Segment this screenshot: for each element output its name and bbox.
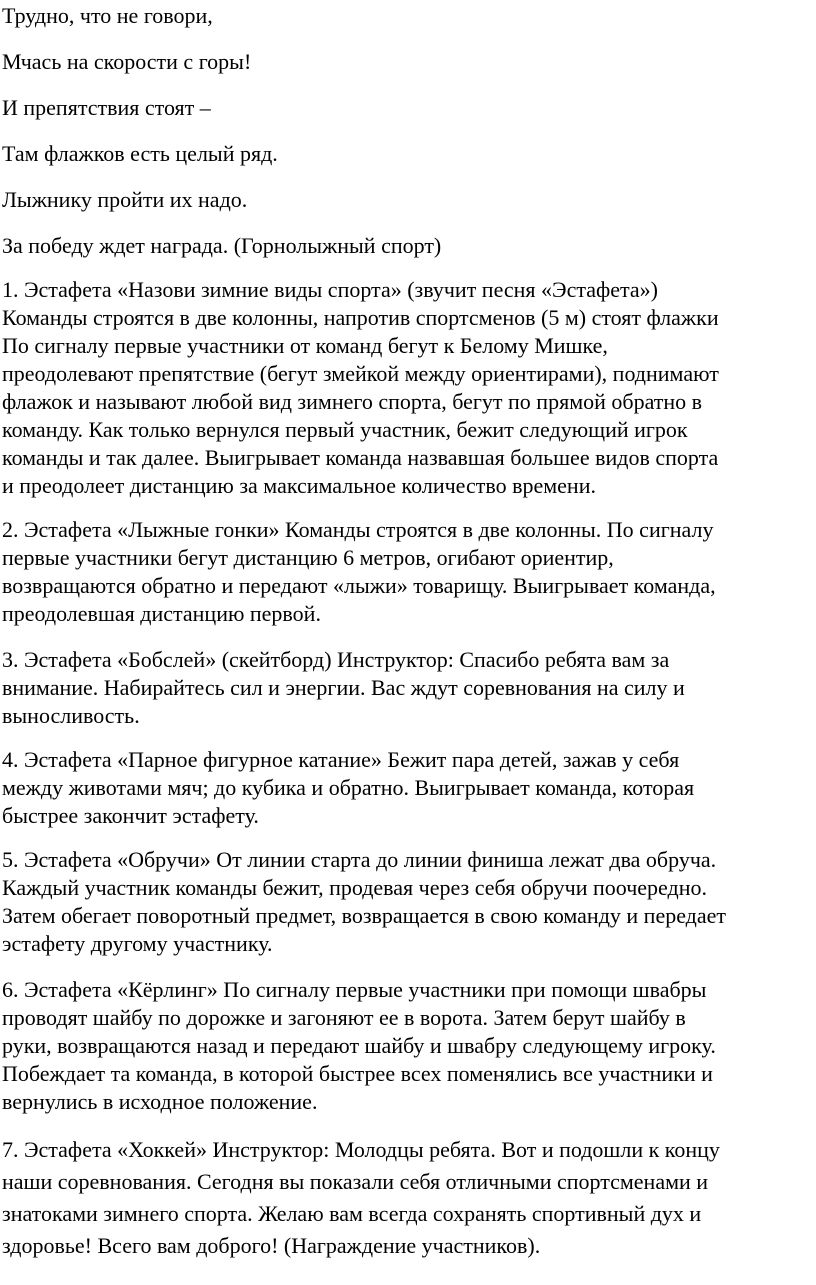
relay-4-line: быстрее закончит эстафету. (2, 803, 259, 828)
relay-6-line: проводят шайбу по дорожке и загоняют ее в ворота. Затем берут шайбу в (2, 1005, 686, 1030)
relay-7-line: знатоками зимнего спорта. Желаю вам всегда сохранять спортивный дух и (2, 1201, 702, 1226)
relay-5-line: Затем обегает поворотный предмет, возвращается в свою команду и передает (2, 903, 727, 928)
poem-line: Там флажков есть целый ряд. (2, 141, 278, 166)
relay-1-line: По сигналу первые участники от команд бегут к Белому Мишке, (2, 333, 608, 358)
relay-1-line: преодолевают препятствие (бегут змейкой между ориентирами), поднимают (2, 361, 719, 386)
relay-6-line: Побеждает та команда, в которой быстрее всех поменялись все участники и (2, 1061, 713, 1086)
relay-3-line: 3. Эстафета «Бобслей» (скейтборд) Инструктор: Спасибо ребята вам за (2, 647, 670, 672)
relay-1-line: команду. Как только вернулся первый участник, бежит следующий игрок (2, 417, 688, 442)
poem-line: Мчась на скорости с горы! (2, 49, 252, 74)
relay-7-line: 7. Эстафета «Хоккей» Инструктор: Молодцы ребята. Вот и подошли к концу (2, 1137, 720, 1162)
relay-1-line: флажок и называют любой вид зимнего спорта, бегут по прямой обратно в (2, 389, 703, 414)
poem-line: И препятствия стоят – (2, 95, 211, 120)
relay-5-line: 5. Эстафета «Обручи» От линии старта до линии финиша лежат два обруча. (2, 847, 717, 872)
relay-4-line: 4. Эстафета «Парное фигурное катание» Бежит пара детей, зажав у себя (2, 747, 680, 772)
relay-2-line: 2. Эстафета «Лыжные гонки» Команды строятся в две колонны. По сигналу (2, 517, 714, 542)
relay-1-line: команды и так далее. Выигрывает команда назвавшая большее видов спорта (2, 445, 719, 470)
relay-2-line: возвращаются обратно и передают «лыжи» товарищу. Выигрывает команда, (2, 573, 716, 598)
relay-1-line: 1. Эстафета «Назови зимние виды спорта» (звучит песня «Эстафета») (2, 277, 658, 302)
poem-line: За победу ждет награда. (Горнолыжный спорт) (2, 233, 442, 258)
relay-6-line: вернулись в исходное положение. (2, 1089, 318, 1114)
relay-1-line: Команды строятся в две колонны, напротив спортсменов (5 м) стоят флажки (2, 305, 719, 330)
relay-5-line: Каждый участник команды бежит, продевая через себя обручи поочередно. (2, 875, 707, 900)
poem-line: Трудно, что не говори, (2, 3, 213, 28)
relay-2-line: преодолевшая дистанцию первой. (2, 601, 321, 626)
poem-line: Лыжнику пройти их надо. (2, 187, 248, 212)
relay-6-line: 6. Эстафета «Кёрлинг» По сигналу первые участники при помощи швабры (2, 977, 707, 1002)
relay-1-line: и преодолеет дистанцию за максимальное количество времени. (2, 473, 596, 498)
relay-6-line: руки, возвращаются назад и передают шайбу и швабру следующему игроку. (2, 1033, 716, 1058)
relay-5-line: эстафету другому участнику. (2, 931, 273, 956)
relay-3-line: выносливость. (2, 703, 140, 728)
relay-7-line: наши соревнования. Сегодня вы показали себя отличными спортсменами и (2, 1169, 709, 1194)
relay-2-line: первые участники бегут дистанцию 6 метров, огибают ориентир, (2, 545, 614, 570)
relay-4-line: между животами мяч; до кубика и обратно. Выигрывает команда, которая (2, 775, 695, 800)
relay-7-line: здоровье! Всего вам доброго! (Награждение участников). (2, 1233, 541, 1258)
relay-3-line: внимание. Набирайтесь сил и энергии. Вас ждут соревнования на силу и (2, 675, 685, 700)
